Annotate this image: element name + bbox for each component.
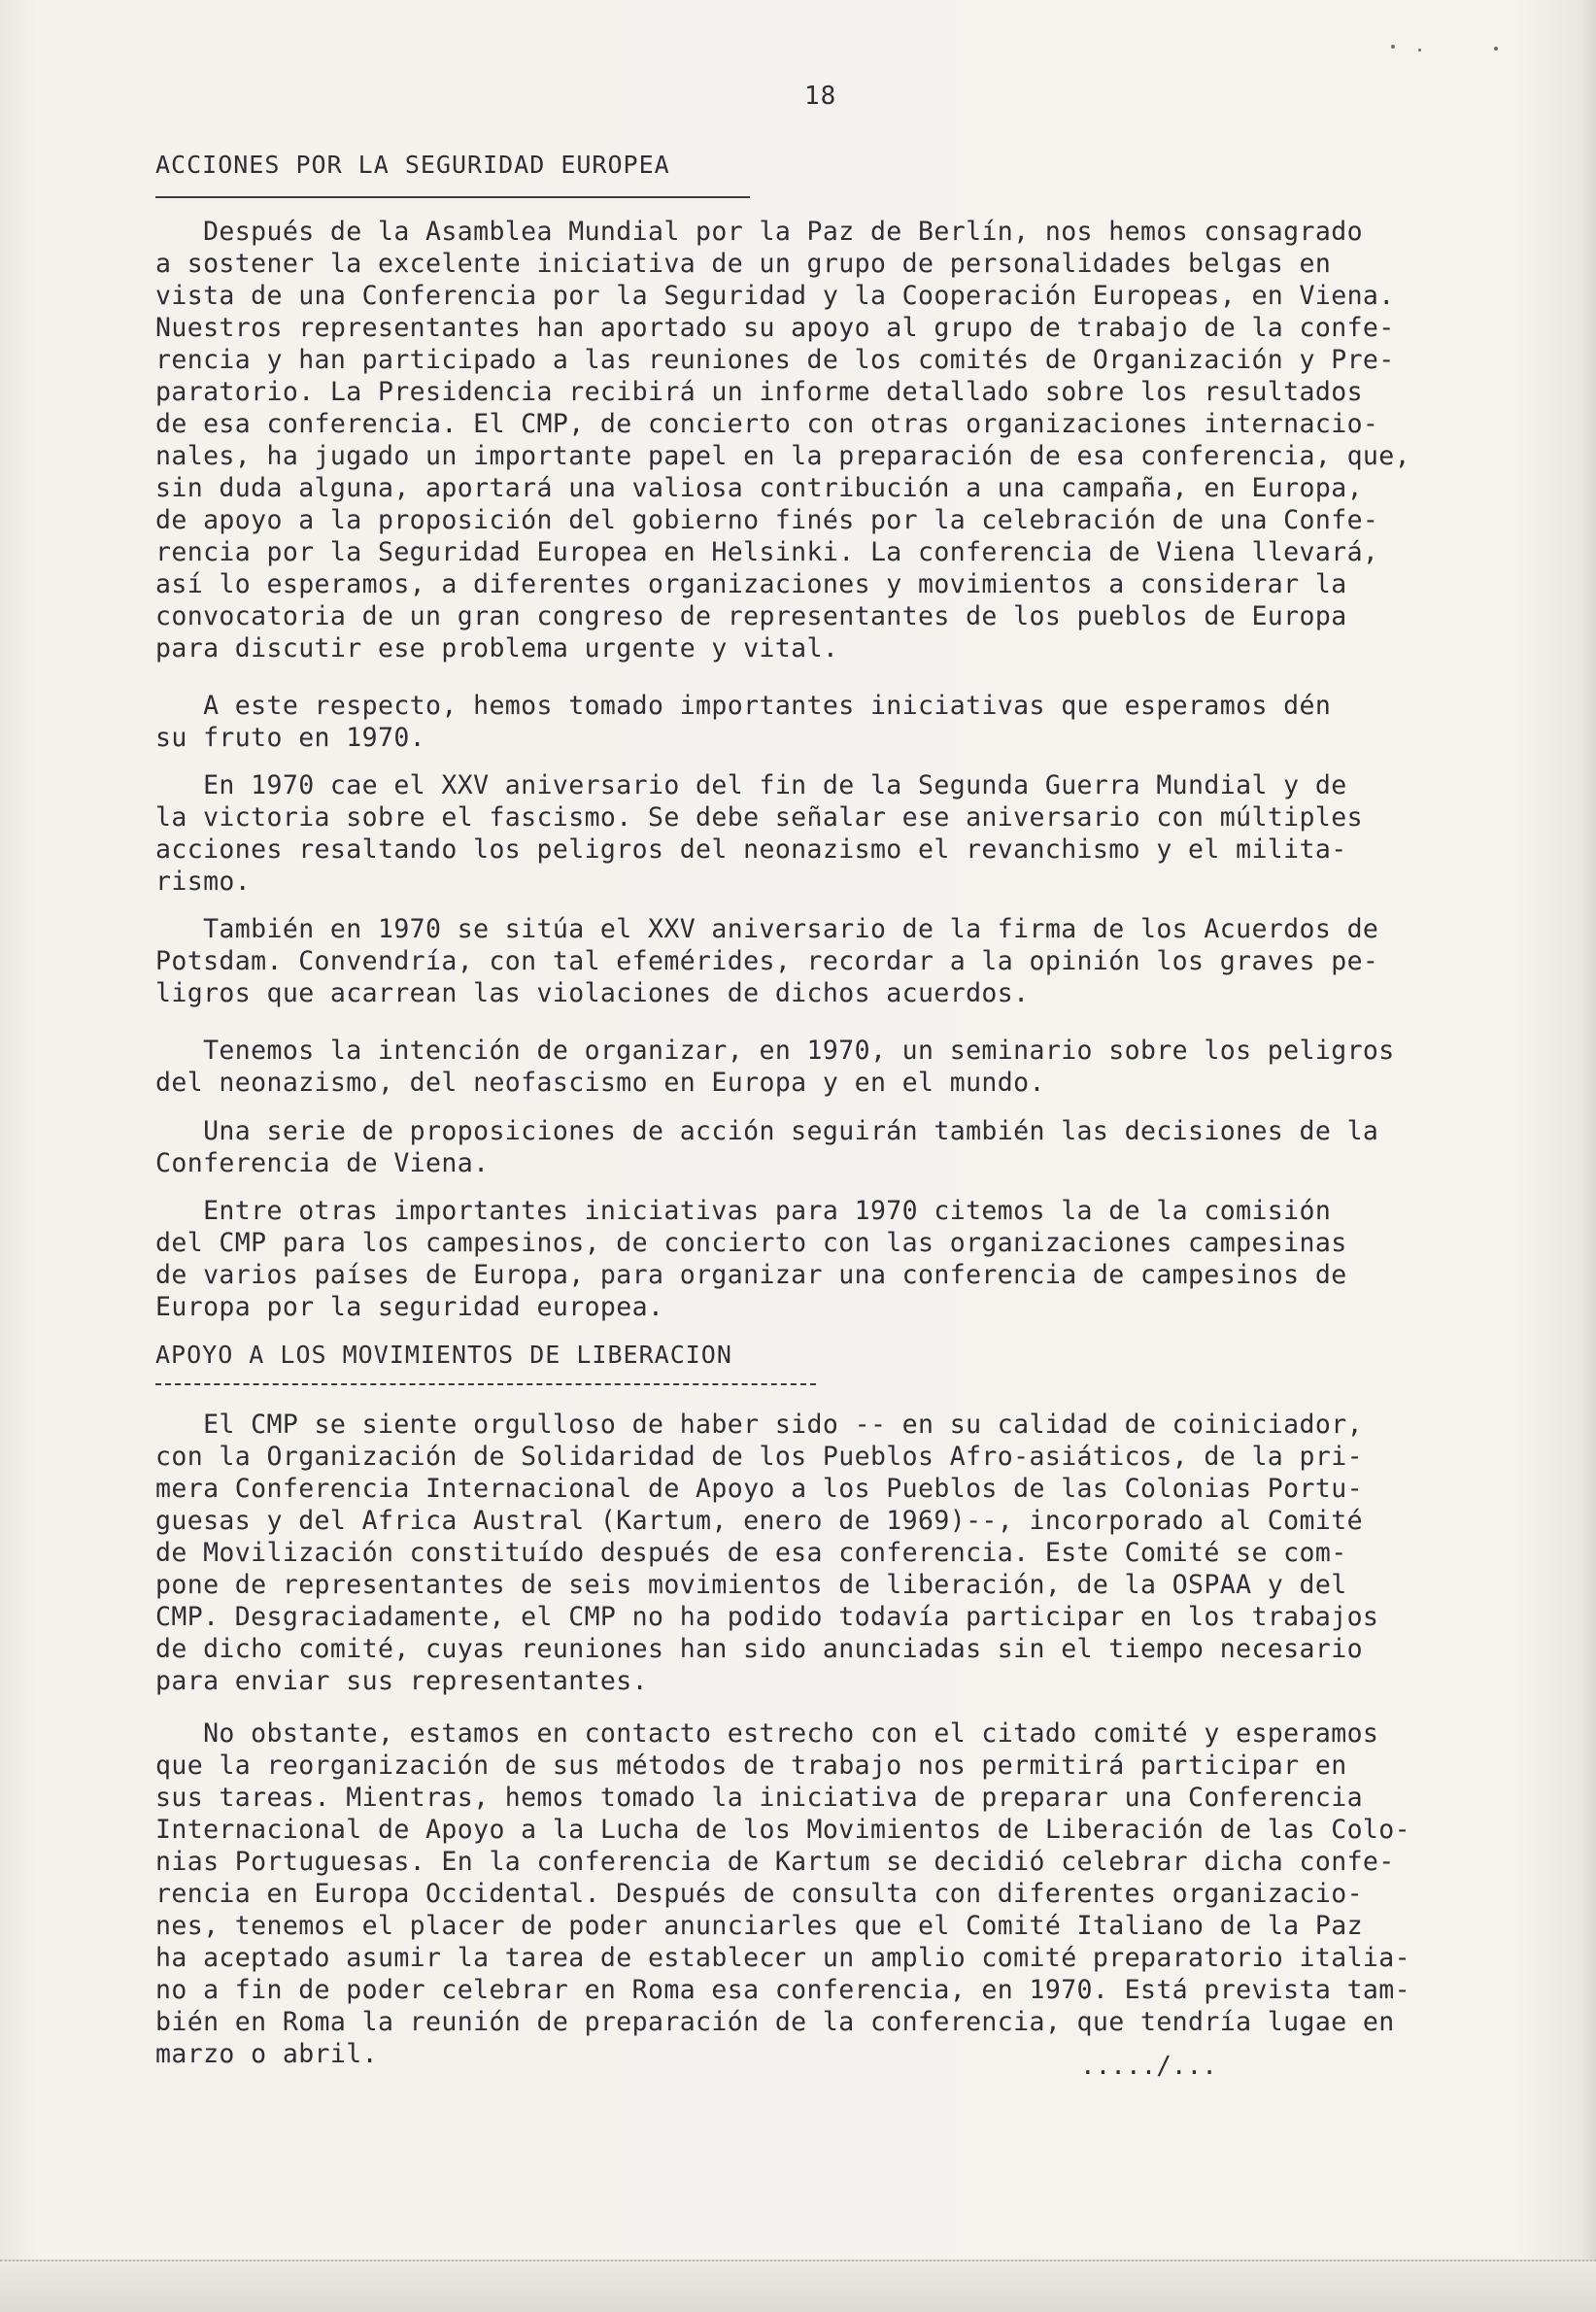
text-line: ligros que acarrean las violaciones de dichos acuerdos. — [155, 978, 1030, 1008]
text-line: la victoria sobre el fascismo. Se debe señalar ese aniversario con múltiples — [155, 802, 1363, 833]
text-line: Tenemos la intención de organizar, en 1970, un seminario sobre los peligros — [155, 1036, 1395, 1066]
text-line: Conferencia de Viena. — [155, 1148, 490, 1178]
text-line: Una serie de proposiciones de acción seguirán también las decisiones de la — [155, 1116, 1379, 1146]
text-line: bién en Roma la reunión de preparación de la conferencia, que tendría lugae en — [155, 2007, 1395, 2037]
text-line: de apoyo a la proposición del gobierno finés por la celebración de una Confe- — [155, 505, 1379, 535]
paragraph-proposiciones — [155, 1115, 1515, 1179]
text-line: paratorio. La Presidencia recibirá un informe detallado sobre los resultados — [155, 377, 1363, 407]
text-line: con la Organización de Solidaridad de los Pueblos Afro-asiáticos, de la pri- — [155, 1442, 1363, 1472]
paragraph-cmp-orgulloso — [155, 1409, 1515, 1697]
text-line: El CMP se siente orgulloso de haber sido -- en su calidad de coiniciador, — [155, 1410, 1363, 1440]
text-line: Europa por la seguridad europea. — [155, 1292, 664, 1322]
heading-underline — [155, 196, 750, 198]
text-line: para discutir ese problema urgente y vital. — [155, 633, 839, 663]
text-line: mera Conferencia Internacional de Apoyo a los Pueblos de las Colonias Portu- — [155, 1474, 1363, 1504]
text-line: de esa conferencia. El CMP, de concierto con otras organizaciones internacio- — [155, 409, 1379, 439]
text-line: sus tareas. Mientras, hemos tomado la iniciativa de preparar una Conferencia — [155, 1783, 1363, 1813]
scan-speck — [1494, 47, 1498, 51]
scan-speck — [1391, 45, 1395, 49]
text-line: convocatoria de un gran congreso de representantes de los pueblos de Europa — [155, 601, 1347, 631]
paragraph-seguridad-intro — [155, 216, 1515, 664]
section-heading-liberacion: APOYO A LOS MOVIMIENTOS DE LIBERACION — [155, 1341, 732, 1369]
text-line: CMP. Desgraciadamente, el CMP no ha podido todavía participar en los trabajos — [155, 1602, 1379, 1632]
text-line: de Movilización constituído después de esa conferencia. Este Comité se com- — [155, 1538, 1347, 1568]
text-line: que la reorganización de sus métodos de trabajo nos permitirá participar en — [155, 1751, 1347, 1781]
paragraph-potsdam — [155, 913, 1515, 1009]
text-line: vista de una Conferencia por la Seguridad y la Cooperación Europeas, en Viena. — [155, 281, 1395, 311]
text-line: También en 1970 se sitúa el XXV aniversario de la firma de los Acuerdos de — [155, 914, 1379, 944]
text-line: no a fin de poder celebrar en Roma esa conferencia, en 1970. Está prevista tam- — [155, 1975, 1410, 2005]
text-line: En 1970 cae el XXV aniversario del fin de la Segunda Guerra Mundial y de — [155, 770, 1347, 800]
text-line: nias Portuguesas. En la conferencia de Kartum se decidió celebrar dicha confe- — [155, 1847, 1395, 1877]
continuation-mark: ...../... — [1080, 2052, 1217, 2081]
section-heading-seguridad: ACCIONES POR LA SEGURIDAD EUROPEA — [155, 151, 670, 179]
text-line: A este respecto, hemos tomado importantes iniciativas que esperamos dén — [155, 691, 1332, 721]
page-edge-shadow — [1582, 0, 1596, 2312]
text-line: ha aceptado asumir la tarea de establecer un amplio comité preparatorio italia- — [155, 1943, 1410, 1973]
page-number: 18 — [804, 82, 837, 111]
text-line: del CMP para los campesinos, de concierto con las organizaciones campesinas — [155, 1228, 1347, 1258]
paragraph-no-obstante — [155, 1717, 1515, 2070]
text-line: marzo o abril. — [155, 2039, 378, 2069]
text-line: guesas y del Africa Austral (Kartum, enero de 1969)--, incorporado al Comité — [155, 1506, 1363, 1536]
paragraph-iniciativas — [155, 690, 1515, 754]
text-line: de varios países de Europa, para organizar una conferencia de campesinos de — [155, 1260, 1347, 1290]
text-line: a sostener la excelente iniciativa de un grupo de personalidades belgas en — [155, 249, 1332, 279]
text-line: Nuestros representantes han aportado su apoyo al grupo de trabajo de la confe- — [155, 313, 1395, 343]
paragraph-campesinos — [155, 1195, 1515, 1323]
text-line: sin duda alguna, aportará una valiosa contribución a una campaña, en Europa, — [155, 473, 1363, 503]
text-line: para enviar sus representantes. — [155, 1666, 648, 1696]
text-line: rencia y han participado a las reuniones de los comités de Organización y Pre- — [155, 345, 1395, 375]
text-line: acciones resaltando los peligros del neonazismo el revanchismo y el milita- — [155, 834, 1347, 865]
text-line: rencia en Europa Occidental. Después de consulta con diferentes organizacio- — [155, 1879, 1363, 1909]
text-line: pone de representantes de seis movimientos de liberación, de la OSPAA y del — [155, 1570, 1347, 1600]
text-line: del neonazismo, del neofascismo en Europa y en el mundo. — [155, 1068, 1045, 1098]
text-line: nes, tenemos el placer de poder anunciarles que el Comité Italiano de la Paz — [155, 1911, 1363, 1941]
text-line: nales, ha jugado un importante papel en la preparación de esa conferencia, que, — [155, 441, 1410, 471]
text-line: Internacional de Apoyo a la Lucha de los Movimientos de Liberación de las Colo- — [155, 1815, 1410, 1845]
text-line: su fruto en 1970. — [155, 723, 426, 753]
text-line: Después de la Asamblea Mundial por la Paz de Berlín, nos hemos consagrado — [155, 217, 1363, 247]
text-line: de dicho comité, cuyas reuniones han sido anunciadas sin el tiempo necesario — [155, 1634, 1363, 1664]
text-line: rismo. — [155, 867, 252, 897]
text-line: No obstante, estamos en contacto estrecho con el citado comité y esperamos — [155, 1718, 1379, 1749]
text-line: Entre otras importantes iniciativas para 1970 citemos la de la comisión — [155, 1196, 1332, 1226]
paragraph-seminario — [155, 1035, 1515, 1099]
paragraph-xxv-aniversario-guerra — [155, 769, 1515, 898]
text-line: rencia por la Seguridad Europea en Helsinki. La conferencia de Viena llevará, — [155, 537, 1379, 567]
heading-underline — [155, 1383, 816, 1385]
text-line: así lo esperamos, a diferentes organizaciones y movimientos a considerar la — [155, 569, 1347, 599]
page-bottom-edge — [0, 2260, 1596, 2312]
scan-speck — [1418, 49, 1421, 51]
text-line: Potsdam. Convendría, con tal efemérides, recordar a la opinión los graves pe- — [155, 946, 1379, 976]
